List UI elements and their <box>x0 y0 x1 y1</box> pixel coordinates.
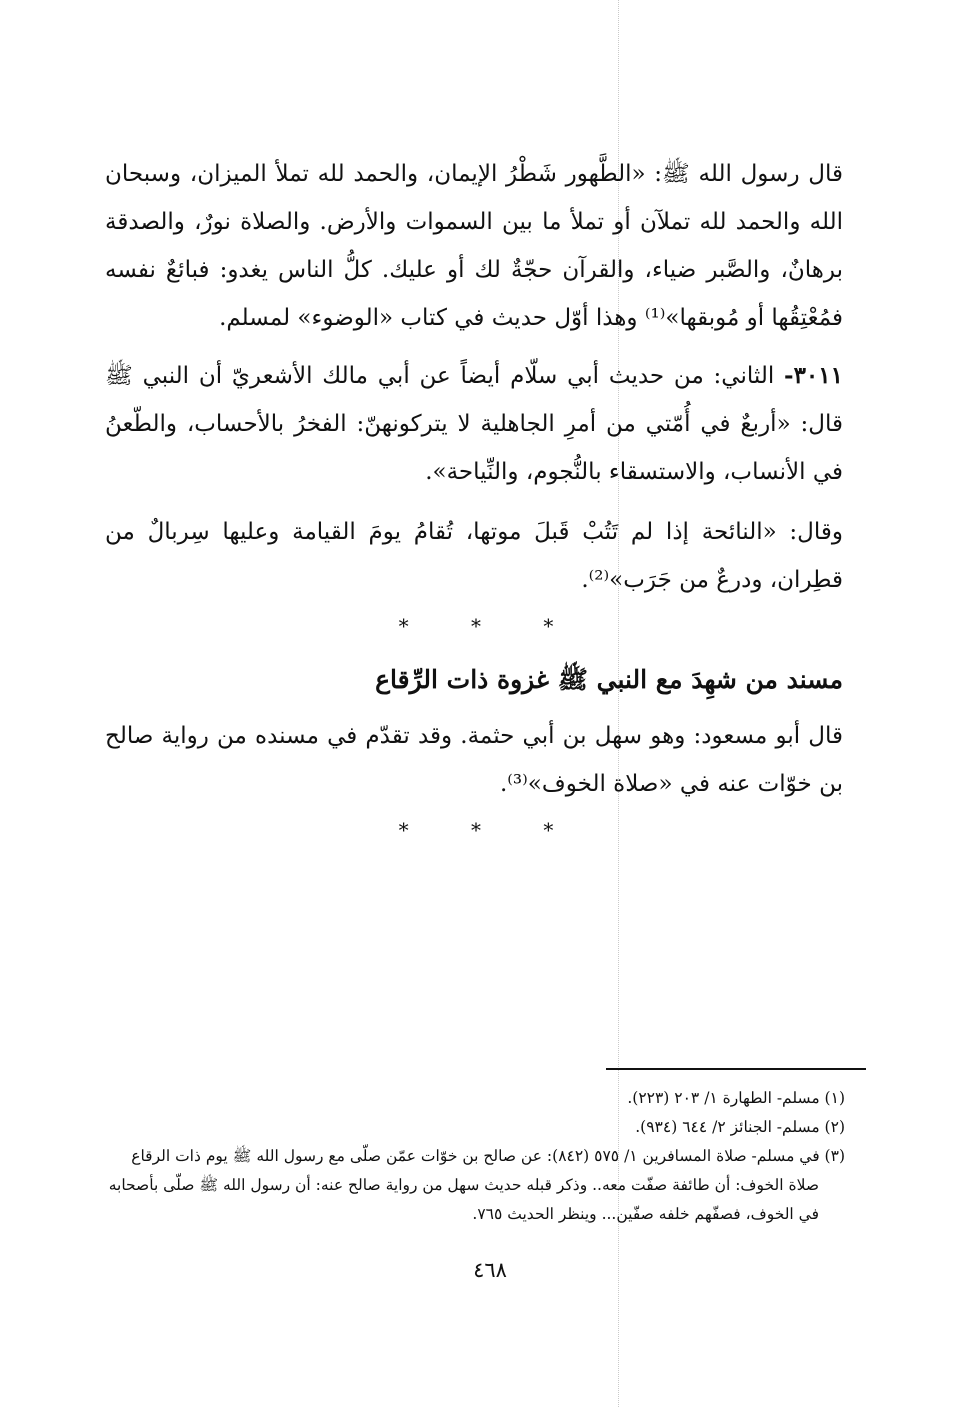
paragraph-3 <box>105 508 843 604</box>
footnotes <box>108 1084 845 1229</box>
paragraph-4-text: قال أبو مسعود: وهو سهل بن أبي حثمة. وقد تقدّم في مسنده من رواية صالح بن خوّات عنه في «صلاة الخوف»⁽³⁾. <box>105 723 843 797</box>
paragraph-4 <box>105 712 843 808</box>
paragraph-1 <box>105 150 843 342</box>
hadith-3011 <box>105 352 843 496</box>
paragraph-3-text: وقال: «النائحة إذا لم تَتُبْ قَبلَ موتها، تُقامُ يومَ القيامة وعليها سِربالٌ من قطِران، ودرعٌ من جَرَب»⁽²⁾. <box>105 519 843 593</box>
footnote-3: (٣) في مسلم- صلاة المسافرين ١/ ٥٧٥ (٨٤٢): عن صالح بن خوّات عمّن صلّى مع رسول الله ﷺ يوم ذات الرقاع صلاة الخوف: أن طائفة صفّت معه.. وذكر قبله حديث سهل من رواية صالح عنه: أن رسول الله ﷺ صلّى بأصحابه في الخوف، فصفّهم خلفه صفّين... وينظر الحديث ٧٦٥. <box>108 1147 845 1223</box>
section-separator-1: * * * <box>398 614 582 638</box>
paragraph-2 <box>105 352 843 496</box>
section-heading: مسند من شهِدَ مع النبي ﷺ غزوة ذات الرِّقاع <box>375 665 843 694</box>
paragraph-2-text: الثاني: من حديث أبي سلّام أيضاً عن أبي مالك الأشعريّ أن النبي ﷺ قال: «أربعٌ في أُمّتي من أمرِ الجاهلية لا يتركونهنّ: الفخرُ بالأحساب، والطّعنُ في الأنساب، والاستسقاء بالنُّجوم، والنِّياحة». <box>105 363 843 485</box>
page-number: ٤٦٨ <box>473 1258 507 1282</box>
footnote-1: (١) مسلم- الطهارة ١/ ٢٠٣ (٢٢٣). <box>627 1089 845 1107</box>
section-separator-2: * * * <box>398 818 582 842</box>
footnote-2: (٢) مسلم- الجنائز ٢/ ٦٤٤ (٩٣٤). <box>635 1118 845 1136</box>
hadith-number: ٣٠١١- <box>784 362 843 389</box>
footnote-rule <box>606 1068 866 1070</box>
paragraph-1-text: قال رسول الله ﷺ: «الطَّهور شَطْرُ الإيمان، والحمد لله تملأ الميزان، وسبحان الله والحمد لله تملآن أو تملأ ما بين السموات والأرض. والصلاة نورٌ، والصدقة برهانٌ، والصَّبر ضياء، والقرآن حجّةٌ لك أو عليك. كلُّ الناس يغدو: فبائعٌ نفسه فمُعْتِقُها أو مُوبقها»⁽¹⁾ وهذا أوّل حديث في كتاب «الوضوء» لمسلم. <box>105 161 843 331</box>
